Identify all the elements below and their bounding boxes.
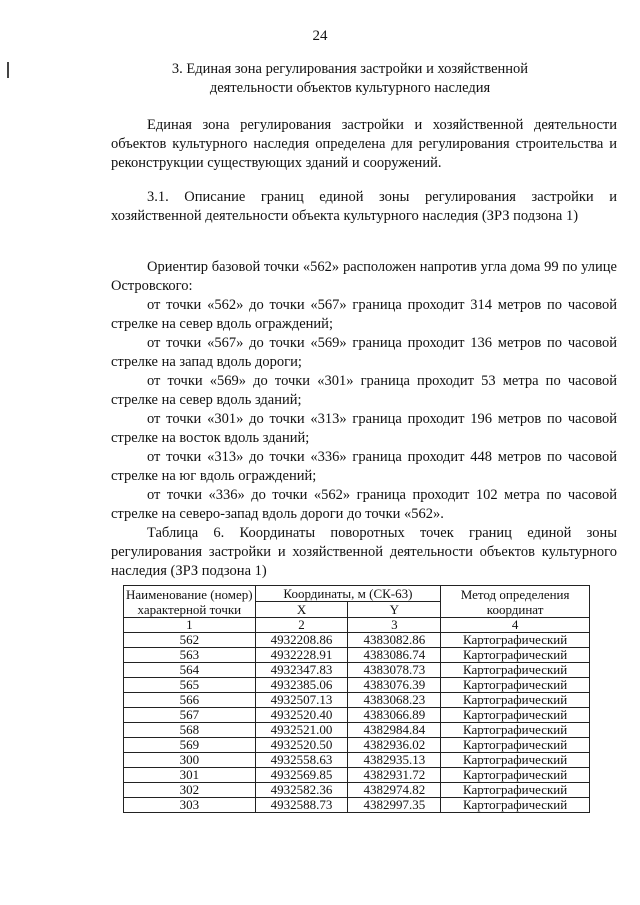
cell-x: 4932385.06 [255,678,348,693]
header-y: Y [348,602,441,618]
cell-method: Картографический [441,798,590,813]
cell-y: 4382984.84 [348,723,441,738]
cell-method: Картографический [441,768,590,783]
orientation-paragraph: Ориентир базовой точки «562» расположен напротив угла дома 99 по улице Островского: [111,259,617,294]
table-row [124,783,590,798]
cell-method: Картографический [441,633,590,648]
route-line: от точки «567» до точки «569» граница проходит 136 метров по часовой стрелке на запад вдоль дороги; [111,335,617,370]
column-number: 2 [255,618,348,633]
column-number: 3 [348,618,441,633]
cell-method: Картографический [441,678,590,693]
cell-method: Картографический [441,693,590,708]
coordinates-table [123,585,590,813]
route-line: от точки «336» до точки «562» граница проходит 102 метра по часовой стрелке на северо-запад вдоль дороги до точки «562». [111,487,617,522]
cell-x: 4932228.91 [255,648,348,663]
cell-point: 567 [124,708,256,723]
header-method: Метод определения координат [441,586,590,618]
cell-point: 568 [124,723,256,738]
cell-x: 4932520.50 [255,738,348,753]
cell-x: 4932521.00 [255,723,348,738]
cell-point: 566 [124,693,256,708]
cell-y: 4383076.39 [348,678,441,693]
table-row [124,753,590,768]
route-line: от точки «562» до точки «567» граница проходит 314 метров по часовой стрелке на север вдоль ограждений; [111,297,617,332]
cell-point: 569 [124,738,256,753]
table-row [124,738,590,753]
cell-y: 4383066.89 [348,708,441,723]
cell-y: 4383068.23 [348,693,441,708]
cell-x: 4932347.83 [255,663,348,678]
route-line: от точки «569» до точки «301» граница проходит 53 метра по часовой стрелке на север вдоль зданий; [111,373,617,408]
cell-method: Картографический [441,663,590,678]
route-line: от точки «313» до точки «336» граница проходит 448 метров по часовой стрелке на юг вдоль ограждений; [111,449,617,484]
cell-point: 303 [124,798,256,813]
column-number: 1 [124,618,256,633]
subsection-heading: 3.1. Описание границ единой зоны регулирования застройки и хозяйственной деятельности объекта культурного наследия (ЗРЗ подзона 1) [111,189,617,224]
cell-method: Картографический [441,738,590,753]
cell-x: 4932569.85 [255,768,348,783]
section-heading: 3. Единая зона регулирования застройки и хозяйственной деятельности объектов культурного наследия [171,61,529,96]
cell-method: Картографический [441,723,590,738]
page-number: 24 [312,28,328,44]
table-row [124,708,590,723]
cell-y: 4382997.35 [348,798,441,813]
cell-x: 4932588.73 [255,798,348,813]
cell-point: 302 [124,783,256,798]
table-row [124,768,590,783]
boundary-route-list [111,296,617,524]
table-row [124,648,590,663]
cell-y: 4382935.13 [348,753,441,768]
cell-x: 4932208.86 [255,633,348,648]
cell-point: 563 [124,648,256,663]
cell-x: 4932582.36 [255,783,348,798]
table-caption: Таблица 6. Координаты поворотных точек границ единой зоны регулирования застройки и хозяйственной деятельности объектов культурного наследия (ЗРЗ подзона 1) [111,525,617,579]
cell-method: Картографический [441,708,590,723]
scan-edge-mark [7,62,9,78]
cell-x: 4932520.40 [255,708,348,723]
table-row [124,723,590,738]
cell-point: 301 [124,768,256,783]
table-row [124,693,590,708]
cell-y: 4382974.82 [348,783,441,798]
intro-paragraph: Единая зона регулирования застройки и хозяйственной деятельности объектов культурного наследия определена для регулирования строительства и реконструкции существующих зданий и сооружений. [111,117,617,171]
cell-y: 4383082.86 [348,633,441,648]
cell-point: 562 [124,633,256,648]
column-number: 4 [441,618,590,633]
cell-method: Картографический [441,753,590,768]
cell-y: 4383078.73 [348,663,441,678]
cell-point: 565 [124,678,256,693]
cell-x: 4932558.63 [255,753,348,768]
cell-method: Картографический [441,783,590,798]
table-row [124,633,590,648]
table-row [124,798,590,813]
cell-y: 4382931.72 [348,768,441,783]
cell-point: 564 [124,663,256,678]
table-row [124,663,590,678]
cell-y: 4383086.74 [348,648,441,663]
cell-point: 300 [124,753,256,768]
cell-x: 4932507.13 [255,693,348,708]
header-point-name: Наименование (номер) характерной точки [124,586,256,618]
route-line: от точки «301» до точки «313» граница проходит 196 метров по часовой стрелке на восток вдоль зданий; [111,411,617,446]
table-row [124,678,590,693]
cell-method: Картографический [441,648,590,663]
header-x: X [255,602,348,618]
header-coordinates: Координаты, м (СК-63) [255,586,441,602]
cell-y: 4382936.02 [348,738,441,753]
